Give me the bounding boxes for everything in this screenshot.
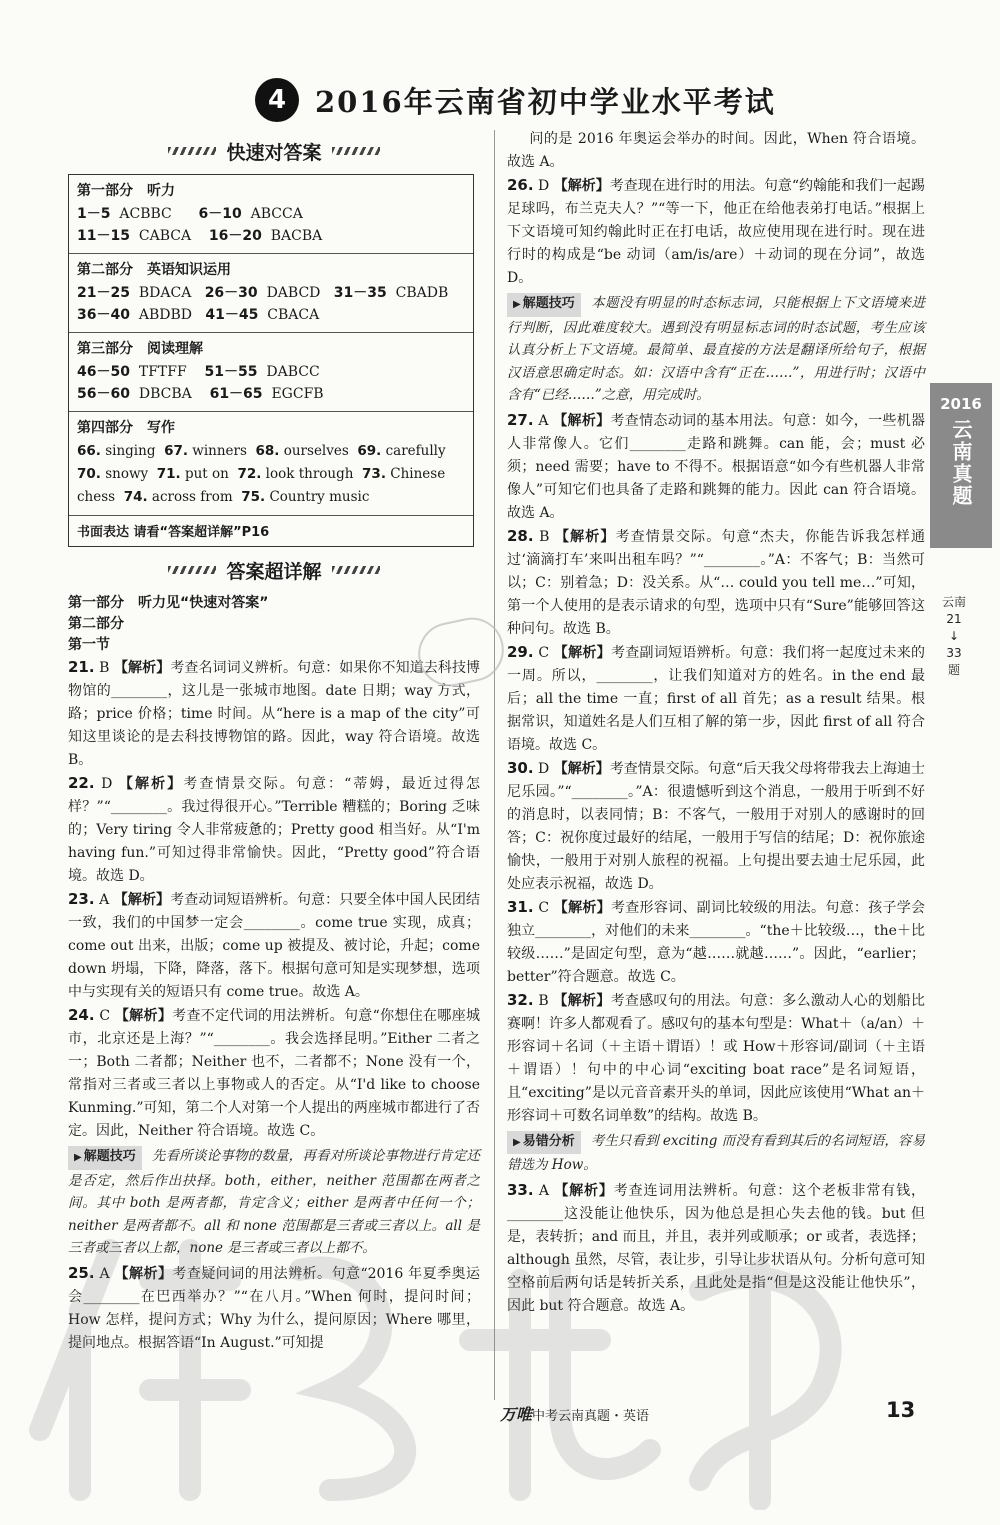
question-answer: A (99, 892, 110, 908)
analysis-tag: 【解析】 (113, 892, 171, 908)
question-23 (68, 888, 480, 1004)
question-explanation: 考查情态动词的基本用法。句意：如今，一些机器人非常像人。它们________走路和跳舞。can 能，会；must 必须；need 需要；have to 不得不。根据语意“如今有些机器人非常像人”可知它们也具备了走路和跳舞的能力。因此 can 符合语境。故选 A。 (507, 412, 926, 521)
banner-stripes-left (168, 147, 216, 155)
banner-stripes-right (332, 566, 380, 574)
question-answer: B (538, 992, 549, 1009)
answer-row (77, 225, 465, 247)
title-text: 2016年云南省初中学业水平考试 (315, 84, 776, 119)
answer-range: 16－20 (208, 228, 262, 244)
answer-range: 36－40 (77, 307, 130, 323)
right-column (507, 128, 925, 1318)
item-answer: chess (77, 489, 116, 505)
detail-banner-title: 答案超详解 (226, 560, 322, 583)
answer-value: DBCBA (138, 386, 192, 402)
tip-solving-24 (68, 1145, 480, 1260)
item-num: 66. (77, 443, 101, 459)
footer-publisher (500, 1402, 649, 1425)
tip-label: ▶ 易错分析 (507, 1131, 581, 1155)
answer-value: BDACA (138, 285, 192, 301)
answer-range: 56－60 (77, 386, 130, 402)
analysis-tag: 【解析】 (114, 1265, 173, 1282)
tip-solving-26 (507, 292, 925, 407)
question-answer: D (538, 760, 550, 777)
question-25-continued: 问的是 2016 年奥运会举办的时间。因此，When 符合语境。故选 A。 (507, 131, 925, 170)
analysis-tag: 【解析】 (554, 1182, 614, 1199)
item-answer: look through (265, 466, 354, 482)
question-32 (507, 989, 925, 1128)
analysis-tag: 【解析】 (553, 760, 610, 777)
question-25 (68, 1262, 480, 1355)
left-column (68, 134, 480, 1355)
answer-section-part1 (69, 175, 473, 254)
question-21 (68, 656, 480, 772)
answer-range: 6－10 (198, 206, 242, 222)
analysis-tag: 【解析】 (113, 660, 171, 676)
footer-text: 中考云南真题・英语 (532, 1409, 650, 1424)
answer-value: CBACA (267, 307, 320, 323)
question-30 (507, 757, 925, 896)
item-num: 69. (357, 443, 382, 459)
range-start: 21 (946, 612, 962, 626)
analysis-tag: 【解析】 (553, 412, 611, 429)
answer-row (77, 383, 465, 405)
question-answer: B (99, 660, 110, 676)
answer-value: CBADB (395, 285, 449, 301)
quick-answers-title: 快速对答案 (226, 141, 322, 164)
question-explanation: 考查不定代词的用法辨析。句意“你想住在哪座城市，北京还是上海？”“________。我会选择昆明。”Either 二者之一；Both 二者都；Neither 也不，二者都不；None 没有一个，常指对三者或三者以上事物或人的否定。从“I'd like to choose Kunming.”可知，第二个人对第一个人提出的两座城市都进行了否定。因此，Neither 符合语境。故选 C。 (68, 1008, 481, 1139)
question-explanation: 考查动词短语辨析。句意：只要全体中国人民团结一致，我们的中国梦一定会________。come true 实现，成真；come out 出来，出版；come up 被提及、被讨论，升起；come down 坍塌，下降，降落，落下。根据句意可知是实现梦想，选项中与实现有关的短语只有 come true。故选 A。 (68, 892, 481, 1000)
analysis-tag: 【解析】 (553, 644, 611, 661)
question-number: 26. (507, 176, 534, 194)
section-head: 第一部分 听力 (77, 183, 175, 199)
question-answer: C (99, 1008, 111, 1024)
answer-row (77, 304, 465, 326)
answer-range: 26－30 (204, 285, 258, 301)
side-question-range (934, 594, 974, 679)
question-number: 21. (68, 658, 95, 676)
question-explanation: 考查情景交际。句意：“蒂姆，最近过得怎样？”“________。我过得很开心。”Terrible 糟糕的；Boring 乏味的；Very tiring 令人非常疲惫的；Pretty good 相当好。从“I'm having fun.”可知过得非常愉快。因此，“Pretty good”符合语境。故选 D。 (68, 776, 481, 884)
page-number: 13 (886, 1398, 916, 1422)
question-number: 33. (507, 1180, 534, 1199)
item-num: 75. (241, 489, 266, 505)
answer-row (77, 282, 465, 304)
question-answer: C (538, 644, 550, 661)
answer-range: 51－55 (204, 364, 258, 380)
analysis-tag: 【解析】 (114, 1008, 173, 1024)
answer-range: 46－50 (77, 364, 130, 380)
question-24 (68, 1004, 480, 1143)
title-number-badge: 4 (255, 78, 299, 122)
down-arrow-icon: ↓ (948, 629, 960, 643)
question-28 (507, 525, 925, 641)
answer-row (77, 203, 465, 225)
column-divider (494, 130, 495, 1400)
question-number: 25. (68, 1263, 95, 1282)
answer-value: ABCCA (250, 206, 303, 222)
question-explanation: 考查感叹句的用法。句意：多么激动人心的划船比赛啊！许多人都观看了。感叹句的基本句型是：What＋（a/an）＋形容词＋名词（＋主语＋谓语）！或 How＋形容词/副词（＋主语＋谓语）！句中的中心词“exciting boat race”是名词短语，且“exciting”是以元音音素开头的单词，因此应该使用“What an＋形容词＋可数名词单数”的结构。故选 B。 (507, 992, 926, 1124)
question-explanation: 考查疑问词的用法辨析。句意“2016 年夏季奥运会________在巴西举办？”“在八月。”When 何时，提问时间；How 怎样，提问方式；Why 为什么，提问原因；Where 哪里，提问地点。根据答语“In August.”可知提 (68, 1265, 480, 1351)
writing-line (77, 463, 465, 486)
answer-section-part3 (69, 333, 473, 412)
question-answer: D (538, 178, 550, 194)
side-tab-year: 2016 (940, 395, 982, 413)
tip-label: ▶ 解题技巧 (507, 293, 581, 317)
section-head: 第二部分 英语知识运用 (77, 262, 231, 278)
answer-value: DABCD (266, 285, 321, 301)
question-answer: B (539, 528, 550, 545)
range-label: 云南 (941, 595, 966, 609)
section-head: 第三部分 阅读理解 (77, 341, 203, 357)
answer-section-note (69, 516, 473, 546)
tip-text: 本题没有明显的时态标志词，只能根据上下文语境来进行判断，因此难度较大。遇到没有明显标志词的时态试题，考生应该认真分析上下文语境。最简单、最直接的方法是翻译所给句子，根据汉语意思确定时态。如：汉语中含有“正在……”，用进行时；汉语中含有“已经……”之意，用完成时。 (507, 295, 925, 403)
question-explanation: 考查情景交际。句意“杰夫，你能告诉我怎样通过‘滴滴打车’来叫出租车吗？”“________。”A：不客气；B：当然可以；C：别着急；D：没关系。从“… could you tell me…”可知，第一个人使用的是表示请求的句型，选项中只有“Sure”能够回答这种问句。故选 B。 (507, 528, 926, 637)
answer-range: 11－15 (77, 228, 130, 244)
question-number: 24. (68, 1006, 95, 1024)
item-answer: carefully (385, 443, 446, 459)
question-number: 31. (507, 897, 534, 916)
question-31 (507, 896, 925, 989)
question-number: 27. (507, 410, 534, 429)
question-answer: C (538, 899, 550, 916)
item-answer: put on (184, 466, 229, 482)
analysis-tag: 【解析】 (118, 776, 184, 792)
item-num: 74. (123, 489, 148, 505)
item-num: 68. (255, 443, 280, 459)
writing-line (77, 486, 465, 509)
item-answer: across from (151, 489, 233, 505)
question-explanation: 考查连词用法辨析。句意：这个老板非常有钱，________这没能让他快乐，因为他总是担心失去他的钱。but 但是，表转折；and 而且，并且，表并列或顺承；or 或者，表选择；although 虽然，尽管，表让步，引导让步状语从句。分析句意可知空格前后两句话是转折关系，且此处是指“但是这没能让他快乐”，因此 but 符合题意。故选 A。 (507, 1182, 926, 1314)
item-answer: singing (105, 443, 156, 459)
answer-section-part2 (69, 254, 473, 333)
detail-banner (68, 553, 480, 587)
answer-section-part4 (69, 412, 473, 516)
question-number: 30. (507, 758, 534, 777)
item-num: 71. (156, 466, 181, 482)
answer-value: TFTFF (138, 364, 187, 380)
answer-value: CABCA (138, 228, 192, 244)
analysis-tag: 【解析】 (553, 992, 611, 1009)
question-number: 29. (507, 642, 534, 661)
answer-value: DABCC (266, 364, 320, 380)
question-answer: A (99, 1265, 110, 1282)
question-number: 28. (507, 526, 534, 545)
tip-label: ▶ 解题技巧 (68, 1146, 142, 1170)
banner-stripes-right (332, 147, 380, 155)
item-num: 70. (77, 466, 101, 482)
analysis-tag: 【解析】 (555, 528, 616, 545)
answer-value: BACBA (270, 228, 323, 244)
question-answer: A (538, 412, 549, 429)
side-tab (930, 383, 992, 548)
question-27 (507, 409, 925, 525)
question-explanation: 考查副词短语辨析。句意：我们将一起度过未来的一周。所以，________，让我们知道对方的姓名。in the end 最后；all the time 一直；first of all 首先；as a result 结果。根据常识，知道姓名是人们互相了解的第一步，因此 first of all 符合语境。故选 C。 (507, 644, 926, 753)
tip-text: 先看所谈论事物的数量，再看对所谈论事物进行肯定还是否定，然后作出抉择。both，either，neither 范围都在两者之间。其中 both 是两者都，肯定含义；either 是两者中任何一个；neither 是两者都不。all 和 none 范围都是三者或三者以上。all 是三者或三者以上都，none 是三者或三者以上都不。 (68, 1148, 480, 1256)
analysis-tag: 【解析】 (553, 178, 610, 194)
question-22 (68, 772, 480, 888)
item-answer: ourselves (283, 443, 349, 459)
item-answer: Chinese (390, 466, 446, 482)
answer-value: EGCFB (271, 386, 324, 402)
question-26 (507, 174, 925, 290)
item-num: 73. (362, 466, 386, 482)
answer-value: ABDBD (138, 307, 193, 323)
answer-value: ACBBC (119, 206, 172, 222)
answer-range: 61－65 (209, 386, 263, 402)
section-head: 第四部分 写作 (77, 420, 175, 436)
answer-range: 1－5 (77, 206, 111, 222)
item-num: 72. (237, 466, 262, 482)
heading-part1: 第一部分 听力见“快速对答案” (68, 595, 269, 611)
side-tab-name: 云南真题 (949, 419, 973, 507)
question-number: 23. (68, 890, 95, 908)
question-number: 22. (68, 774, 95, 792)
range-end: 33 (946, 646, 962, 660)
item-answer: snowy (105, 466, 149, 482)
question-explanation: 考查现在进行时的用法。句意“约翰能和我们一起踢足球吗，布兰克夫人？”“等一下，他正在给他表弟打电话。”根据上下文语境可知约翰此时正在打电话，故应使用现在进行时。现在进行时的构成是“be 动词（am/is/are）＋动词的现在分词”，故选 D。 (507, 178, 926, 286)
quick-answers-banner (68, 134, 480, 168)
item-answer: winners (192, 443, 247, 459)
range-suffix: 题 (947, 663, 960, 677)
heading-section1: 第一节 (68, 637, 110, 653)
question-answer: D (101, 776, 113, 792)
answer-range: 31－35 (333, 285, 387, 301)
question-answer: A (538, 1182, 550, 1199)
tip-error-32 (507, 1130, 925, 1177)
banner-stripes-left (168, 566, 216, 574)
question-33 (507, 1179, 925, 1318)
page-title (255, 78, 776, 122)
brand-logo-text: 万唯 (500, 1405, 533, 1424)
question-explanation: 考查情景交际。句意“后天我父母将带我去上海迪士尼乐园。”“________。”A：很遗憾听到这个消息，一般用于听到不好的消息时，以表同情；B：不客气，一般用于对别人的感谢时的回答；C：祝你度过最好的结尾，一般用于写信的结尾；D：祝你旅途愉快，一般用于对别人旅程的祝福。上句提出要去迪士尼乐园，此处应表示祝福，故选 D。 (507, 760, 926, 892)
question-explanation: 考查名词词义辨析。句意：如果你不知道去科技博物馆的________，这儿是一张城市地图。date 日期；way 方式，路；price 价格；time 时间。从“here is a map of the city”可知这里谈论的是去科技博物馆的路。因此，way 符合语境。故选 B。 (68, 660, 481, 768)
item-answer: Country music (269, 489, 370, 505)
tip-text: 考生只看到 exciting 而没有看到其后的名词短语，容易错选为 How。 (507, 1132, 925, 1173)
question-number: 32. (507, 990, 534, 1009)
question-explanation: 考查形容词、副词比较级的用法。句意：孩子学会独立________，对他们的未来________。“the＋比较级…，the＋比较级……”是固定句型，意为“越……就越……”。因此，“earlier；better”符合题意。故选 C。 (507, 899, 926, 985)
writing-line (77, 440, 465, 463)
question-29 (507, 641, 925, 757)
answer-range: 41－45 (205, 307, 259, 323)
answer-range: 21－25 (77, 285, 130, 301)
writing-note: 书面表达 请看“答案超详解”P16 (77, 525, 270, 540)
answer-box (68, 174, 474, 547)
item-num: 67. (164, 443, 188, 459)
answer-row (77, 361, 465, 383)
analysis-tag: 【解析】 (553, 899, 611, 916)
heading-part2: 第二部分 (68, 616, 124, 632)
